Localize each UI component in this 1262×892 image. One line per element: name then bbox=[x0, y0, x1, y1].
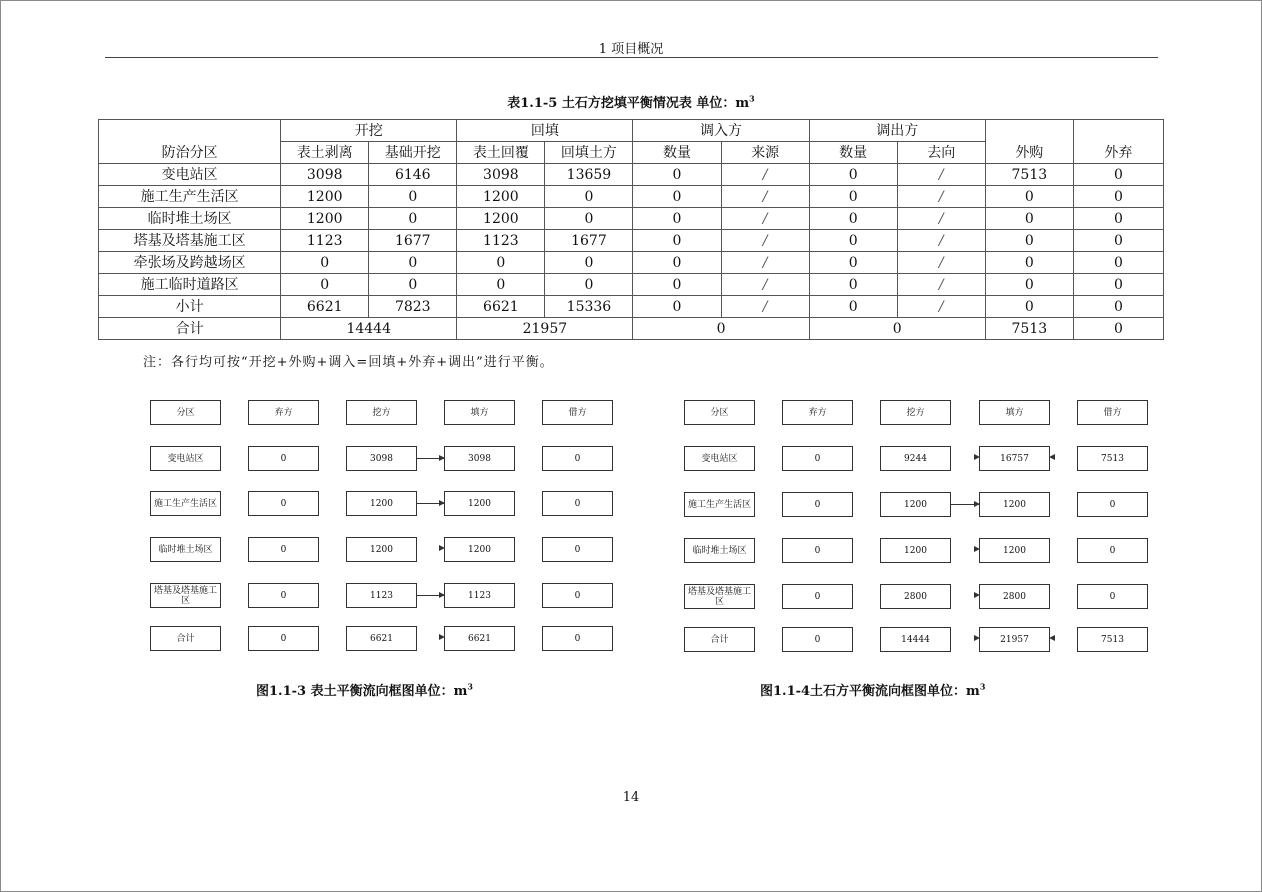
table-cell: / bbox=[897, 252, 985, 274]
table-cell: 0 bbox=[809, 252, 897, 274]
header-out-dest: 去向 bbox=[897, 142, 985, 164]
table-cell: 0 bbox=[369, 208, 457, 230]
diagram-value-box: 0 bbox=[542, 537, 613, 562]
figure-caption-1 bbox=[256, 680, 473, 699]
table-cell: 0 bbox=[809, 208, 897, 230]
table-cell: 0 bbox=[369, 274, 457, 296]
table-cell: 0 bbox=[985, 252, 1073, 274]
table-cell: 0 bbox=[1073, 208, 1163, 230]
table-row bbox=[99, 186, 1164, 208]
flow-arrow bbox=[951, 504, 979, 505]
caption-1-superscript: 3 bbox=[467, 681, 473, 692]
table-cell: 0 bbox=[369, 252, 457, 274]
row-zone-cell: 施工临时道路区 bbox=[99, 274, 281, 296]
diagram-zone-box: 临时堆土场区 bbox=[150, 537, 221, 562]
header-out-qty: 数量 bbox=[809, 142, 897, 164]
table-cell: 0 bbox=[985, 186, 1073, 208]
table-cell: 1123 bbox=[281, 230, 369, 252]
table-cell: 3098 bbox=[281, 164, 369, 186]
table-cell: / bbox=[721, 208, 809, 230]
table-cell: 0 bbox=[809, 296, 897, 318]
table-cell: 0 bbox=[809, 164, 897, 186]
table-cell: 3098 bbox=[457, 164, 545, 186]
table-cell: 6621 bbox=[281, 296, 369, 318]
diagram-value-box: 3098 bbox=[346, 446, 417, 471]
table-row bbox=[99, 164, 1164, 186]
table-cell: 0 bbox=[545, 186, 633, 208]
table-cell: 1677 bbox=[545, 230, 633, 252]
row-zone-cell: 临时堆土场区 bbox=[99, 208, 281, 230]
diagram-zone-box: 塔基及塔基施工区 bbox=[150, 583, 221, 608]
row-zone-cell: 塔基及塔基施工区 bbox=[99, 230, 281, 252]
table-title-superscript: 3 bbox=[749, 93, 755, 104]
table-cell: 0 bbox=[633, 186, 721, 208]
diagram-value-box: 1200 bbox=[346, 491, 417, 516]
header-discard: 外弃 bbox=[1073, 120, 1163, 164]
header-transfer-in: 调入方 bbox=[633, 120, 809, 142]
diagram-value-box: 0 bbox=[782, 627, 853, 652]
table-cell: 0 bbox=[457, 274, 545, 296]
table-cell: / bbox=[721, 230, 809, 252]
diagram-header-box: 借方 bbox=[542, 400, 613, 425]
earthwork-balance-table bbox=[98, 119, 1164, 340]
table-title bbox=[0, 92, 1262, 111]
diagram-value-box: 0 bbox=[248, 491, 319, 516]
table-cell: 0 bbox=[633, 274, 721, 296]
table-row bbox=[99, 252, 1164, 274]
header-rule bbox=[105, 57, 1158, 58]
total-excavation: 14444 bbox=[281, 318, 457, 340]
table-cell: 0 bbox=[281, 274, 369, 296]
table-cell: 1200 bbox=[457, 186, 545, 208]
diagram-value-box: 14444 bbox=[880, 627, 951, 652]
table-cell: 6146 bbox=[369, 164, 457, 186]
diagram-zone-box: 塔基及塔基施工区 bbox=[684, 584, 755, 609]
header-topsoil-strip: 表土剥离 bbox=[281, 142, 369, 164]
table-cell: 0 bbox=[281, 252, 369, 274]
total-purchase: 7513 bbox=[985, 318, 1073, 340]
diagram-value-box: 6621 bbox=[444, 626, 515, 651]
diagram-value-box: 0 bbox=[248, 446, 319, 471]
table-row bbox=[99, 274, 1164, 296]
diagram-header-box: 借方 bbox=[1077, 400, 1148, 425]
diagram-value-box: 1200 bbox=[979, 538, 1050, 563]
total-label: 合计 bbox=[99, 318, 281, 340]
header-purchase: 外购 bbox=[985, 120, 1073, 164]
diagram-value-box: 2800 bbox=[880, 584, 951, 609]
diagram-value-box: 0 bbox=[782, 492, 853, 517]
table-cell: 7513 bbox=[985, 164, 1073, 186]
table-note: 注：各行均可按“开挖+外购+调入=回填+外弃+调出”进行平衡。 bbox=[143, 355, 554, 370]
table-cell: / bbox=[897, 186, 985, 208]
diagram-value-box: 3098 bbox=[444, 446, 515, 471]
table-cell: 0 bbox=[985, 296, 1073, 318]
diagram-header-box: 弃方 bbox=[248, 400, 319, 425]
diagram-header-box: 分区 bbox=[150, 400, 221, 425]
table-row bbox=[99, 296, 1164, 318]
table-cell: 0 bbox=[545, 208, 633, 230]
diagram-header-box: 挖方 bbox=[880, 400, 951, 425]
table-cell: 0 bbox=[545, 252, 633, 274]
diagram-value-box: 0 bbox=[248, 537, 319, 562]
header-transfer-out: 调出方 bbox=[809, 120, 985, 142]
diagram-value-box: 6621 bbox=[346, 626, 417, 651]
total-row bbox=[99, 318, 1164, 340]
table-cell: / bbox=[721, 274, 809, 296]
table-cell: 0 bbox=[633, 230, 721, 252]
total-transfer-in: 0 bbox=[633, 318, 809, 340]
total-backfill: 21957 bbox=[457, 318, 633, 340]
row-zone-cell: 牵张场及跨越场区 bbox=[99, 252, 281, 274]
caption-2-text: 图1.1-4土石方平衡流向框图单位：m bbox=[760, 684, 980, 699]
diagram-value-box: 1200 bbox=[346, 537, 417, 562]
table-cell: 1200 bbox=[281, 208, 369, 230]
table-cell: 0 bbox=[633, 252, 721, 274]
diagram-value-box: 1200 bbox=[880, 492, 951, 517]
header-backfill: 回填 bbox=[457, 120, 633, 142]
diagram-value-box: 0 bbox=[782, 446, 853, 471]
diagram-value-box: 0 bbox=[542, 583, 613, 608]
table-cell: / bbox=[721, 164, 809, 186]
table-cell: / bbox=[721, 296, 809, 318]
table-row bbox=[99, 208, 1164, 230]
table-cell: 0 bbox=[809, 230, 897, 252]
diagram-value-box: 1123 bbox=[346, 583, 417, 608]
diagram-value-box: 0 bbox=[248, 583, 319, 608]
diagram-zone-box: 合计 bbox=[150, 626, 221, 651]
row-zone-cell: 施工生产生活区 bbox=[99, 186, 281, 208]
table-cell: / bbox=[721, 252, 809, 274]
table-cell: 7823 bbox=[369, 296, 457, 318]
flow-arrow bbox=[417, 595, 444, 596]
diagram-header-box: 填方 bbox=[979, 400, 1050, 425]
diagram-value-box: 2800 bbox=[979, 584, 1050, 609]
table-cell: 0 bbox=[809, 274, 897, 296]
table-cell: 0 bbox=[545, 274, 633, 296]
diagram-header-box: 分区 bbox=[684, 400, 755, 425]
caption-2-superscript: 3 bbox=[979, 681, 986, 692]
table-cell: 0 bbox=[369, 186, 457, 208]
table-cell: / bbox=[897, 208, 985, 230]
diagram-header-box: 挖方 bbox=[346, 400, 417, 425]
table-cell: 6621 bbox=[457, 296, 545, 318]
table-cell: / bbox=[897, 230, 985, 252]
diagram-zone-box: 施工生产生活区 bbox=[150, 491, 221, 516]
diagram-value-box: 0 bbox=[248, 626, 319, 651]
row-zone-cell: 小计 bbox=[99, 296, 281, 318]
diagram-value-box: 7513 bbox=[1077, 446, 1148, 471]
diagram-value-box: 1123 bbox=[444, 583, 515, 608]
table-title-text: 表1.1-5 土石方挖填平衡情况表 单位：m bbox=[507, 96, 750, 111]
running-header: 1 项目概况 bbox=[598, 42, 664, 57]
page-number: 14 bbox=[622, 790, 640, 805]
diagram-header-box: 填方 bbox=[444, 400, 515, 425]
header-in-qty: 数量 bbox=[633, 142, 721, 164]
table-cell: 0 bbox=[809, 186, 897, 208]
header-zone: 防治分区 bbox=[99, 120, 281, 164]
diagram-value-box: 0 bbox=[782, 538, 853, 563]
table-cell: 0 bbox=[985, 274, 1073, 296]
flow-arrow bbox=[417, 458, 444, 459]
header-backfill-earth: 回填土方 bbox=[545, 142, 633, 164]
figure-caption-2 bbox=[760, 680, 985, 699]
table-cell: 15336 bbox=[545, 296, 633, 318]
table-cell: / bbox=[897, 164, 985, 186]
diagram-value-box: 16757 bbox=[979, 446, 1050, 471]
table-cell: 1200 bbox=[457, 208, 545, 230]
table-cell: 0 bbox=[1073, 252, 1163, 274]
table-cell: 1200 bbox=[281, 186, 369, 208]
table-cell: 0 bbox=[457, 252, 545, 274]
total-transfer-out: 0 bbox=[809, 318, 985, 340]
diagram-value-box: 0 bbox=[542, 446, 613, 471]
table-cell: / bbox=[897, 296, 985, 318]
table-cell: 0 bbox=[633, 208, 721, 230]
table-cell: 0 bbox=[1073, 186, 1163, 208]
table-cell: 0 bbox=[1073, 164, 1163, 186]
header-in-source: 来源 bbox=[721, 142, 809, 164]
header-topsoil-cover: 表土回覆 bbox=[457, 142, 545, 164]
table-cell: 1123 bbox=[457, 230, 545, 252]
table-cell: / bbox=[721, 186, 809, 208]
table-cell: 0 bbox=[985, 230, 1073, 252]
diagram-zone-box: 施工生产生活区 bbox=[684, 492, 755, 517]
diagram-value-box: 9244 bbox=[880, 446, 951, 471]
table-cell: 13659 bbox=[545, 164, 633, 186]
diagram-value-box: 0 bbox=[542, 626, 613, 651]
diagram-value-box: 0 bbox=[1077, 538, 1148, 563]
caption-1-text: 图1.1-3 表土平衡流向框图单位：m bbox=[256, 684, 468, 699]
diagram-value-box: 0 bbox=[542, 491, 613, 516]
table-row bbox=[99, 230, 1164, 252]
table-cell: 0 bbox=[1073, 274, 1163, 296]
table-cell: 1677 bbox=[369, 230, 457, 252]
table-cell: / bbox=[897, 274, 985, 296]
diagram-value-box: 0 bbox=[1077, 492, 1148, 517]
table-cell: 0 bbox=[1073, 230, 1163, 252]
table-cell: 0 bbox=[633, 164, 721, 186]
row-zone-cell: 变电站区 bbox=[99, 164, 281, 186]
table-cell: 0 bbox=[1073, 296, 1163, 318]
diagram-value-box: 1200 bbox=[444, 537, 515, 562]
diagram-value-box: 7513 bbox=[1077, 627, 1148, 652]
diagram-zone-box: 变电站区 bbox=[684, 446, 755, 471]
table-body bbox=[99, 164, 1164, 318]
header-row-1 bbox=[99, 120, 1164, 142]
diagram-zone-box: 变电站区 bbox=[150, 446, 221, 471]
diagram-zone-box: 临时堆土场区 bbox=[684, 538, 755, 563]
diagram-value-box: 0 bbox=[782, 584, 853, 609]
diagram-value-box: 21957 bbox=[979, 627, 1050, 652]
header-excavation: 开挖 bbox=[281, 120, 457, 142]
diagram-value-box: 1200 bbox=[880, 538, 951, 563]
total-discard: 0 bbox=[1073, 318, 1163, 340]
diagram-header-box: 弃方 bbox=[782, 400, 853, 425]
diagram-value-box: 1200 bbox=[979, 492, 1050, 517]
header-foundation-dig: 基础开挖 bbox=[369, 142, 457, 164]
flow-arrow bbox=[417, 503, 444, 504]
table-cell: 0 bbox=[985, 208, 1073, 230]
diagram-value-box: 1200 bbox=[444, 491, 515, 516]
table-cell: 0 bbox=[633, 296, 721, 318]
diagram-zone-box: 合计 bbox=[684, 627, 755, 652]
diagram-value-box: 0 bbox=[1077, 584, 1148, 609]
